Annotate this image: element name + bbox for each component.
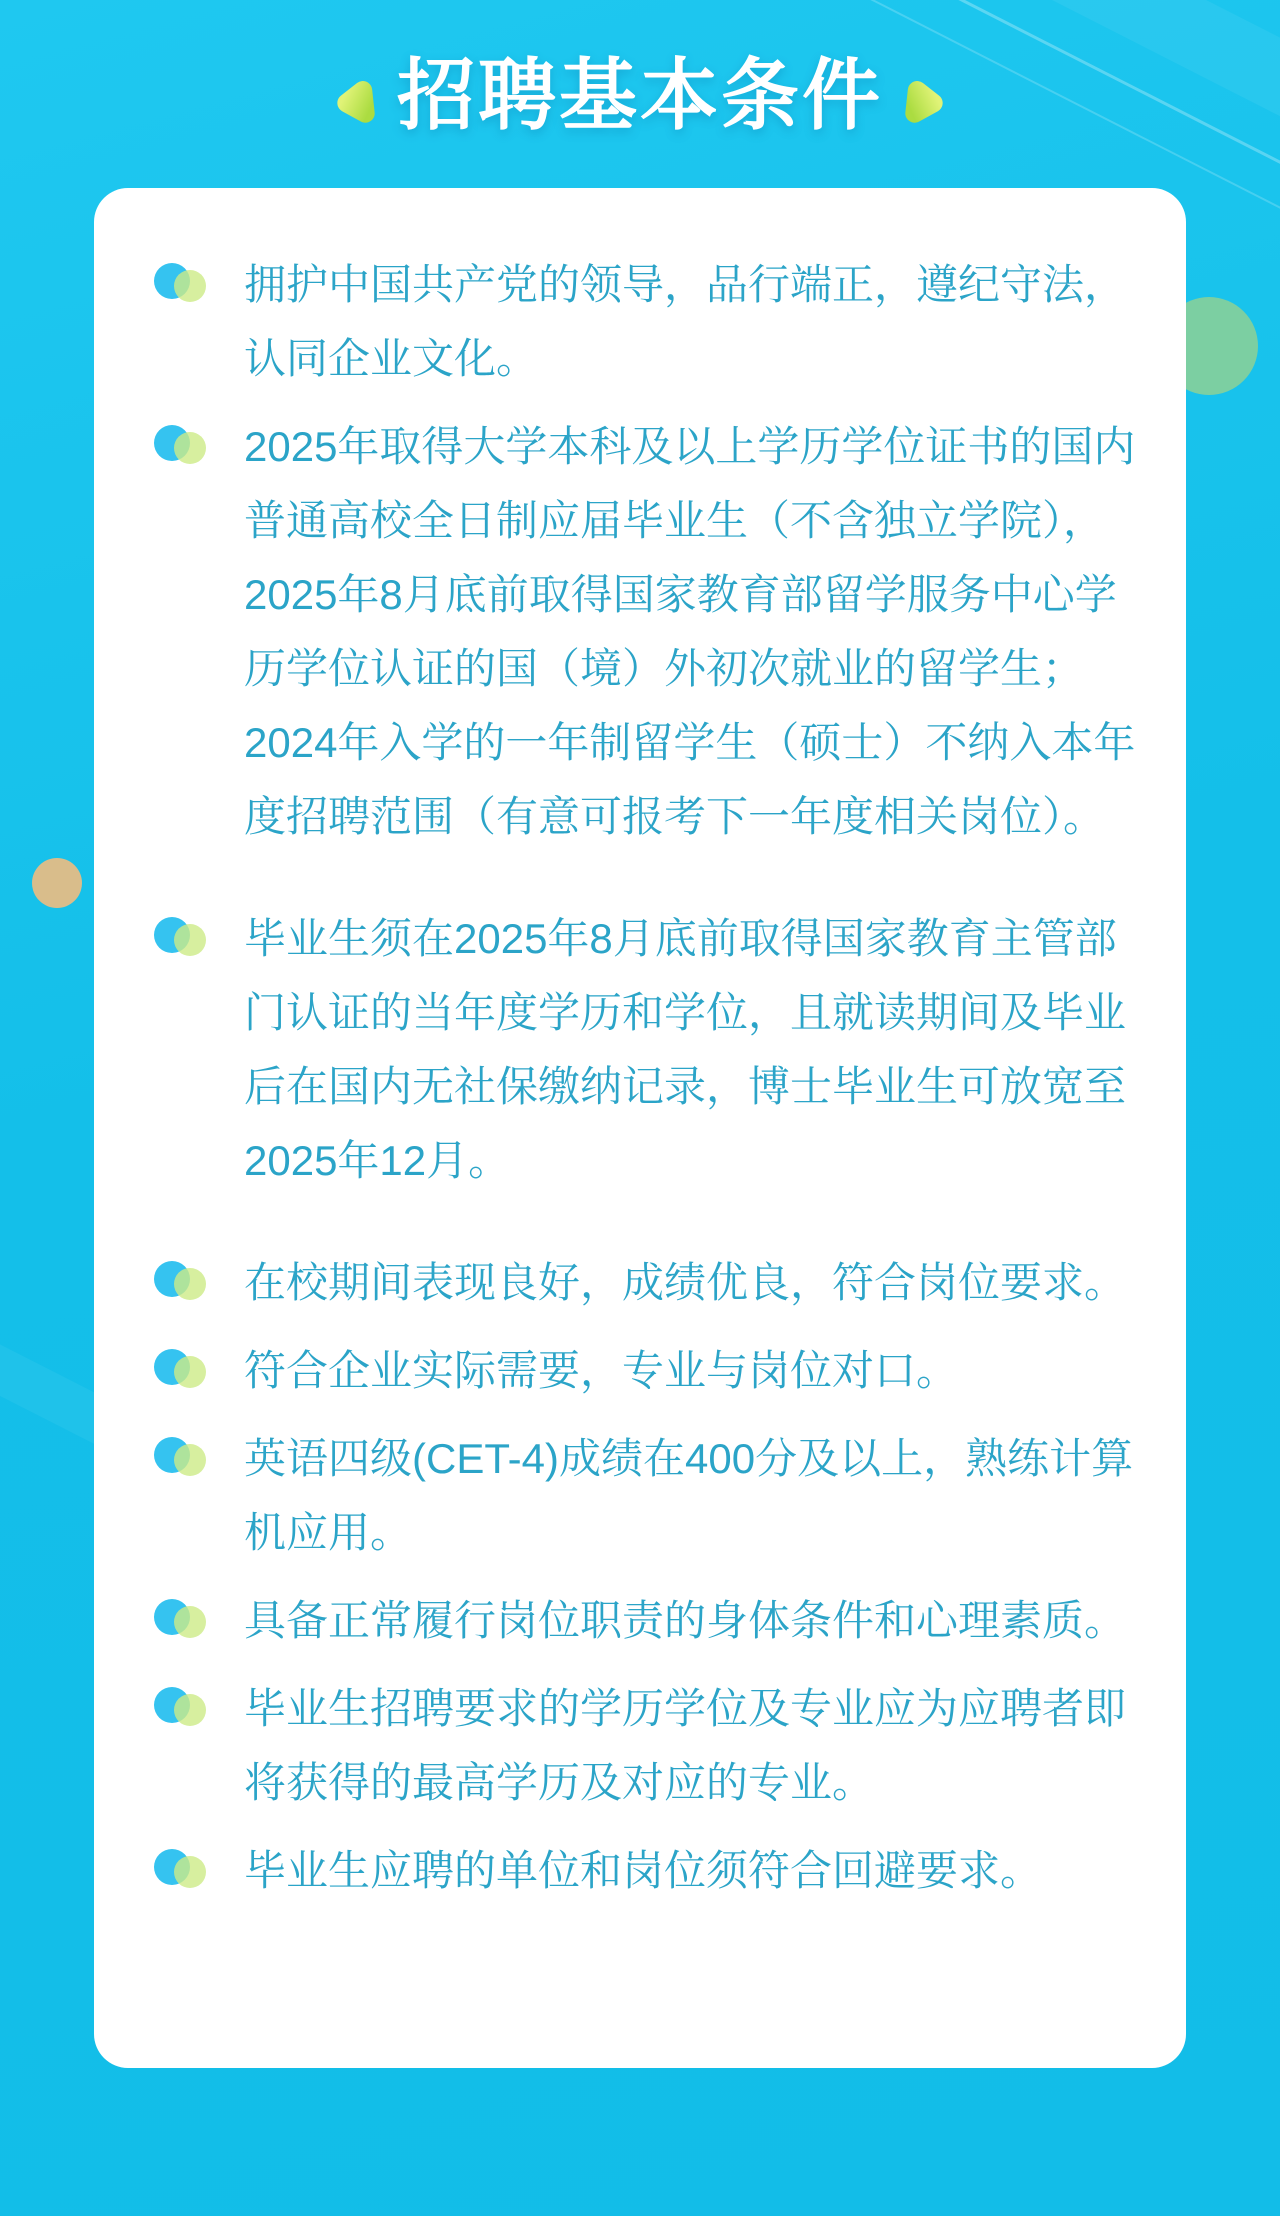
item-text: 毕业生应聘的单位和岗位须符合回避要求。 xyxy=(244,1847,1043,1894)
list-item xyxy=(154,1246,1136,1320)
item-text: 毕业生招聘要求的学历学位及专业应为应聘者即将获得的最高学历及对应的专业。 xyxy=(244,1685,1127,1806)
item-text: 符合企业实际需要，专业与岗位对口。 xyxy=(244,1347,959,1394)
list-item xyxy=(154,1672,1136,1820)
overlapping-circles-icon xyxy=(154,263,206,307)
list-item xyxy=(154,1584,1136,1658)
list-item xyxy=(154,1422,1136,1570)
page-title: 招聘基本条件 xyxy=(396,51,883,139)
list-item xyxy=(154,1834,1136,1908)
requirements-list xyxy=(154,248,1136,1908)
list-item xyxy=(154,1334,1136,1408)
overlapping-circles-icon xyxy=(154,1849,206,1893)
item-text: 2025年取得大学本科及以上学历学位证书的国内普通高校全日制应届毕业生（不含独立学院），2025年8月底前取得国家教育部留学服务中心学历学位认证的国（境）外初次就业的留学生；2024年入学的一年制留学生（硕士）不纳入本年度招聘范围（有意可报考下一年度相关岗位）。 xyxy=(244,423,1136,840)
requirements-card xyxy=(94,188,1186,2068)
item-text: 拥护中国共产党的领导，品行端正，遵纪守法，认同企业文化。 xyxy=(244,261,1127,382)
item-text: 在校期间表现良好，成绩优良，符合岗位要求。 xyxy=(244,1259,1127,1306)
tan-circle-decoration xyxy=(32,858,82,908)
leaf-pick-icon xyxy=(329,74,381,130)
overlapping-circles-icon xyxy=(154,1437,206,1481)
list-item xyxy=(154,902,1136,1198)
list-item xyxy=(154,410,1136,854)
item-text: 英语四级(CET-4)成绩在400分及以上，熟练计算机应用。 xyxy=(244,1435,1134,1556)
overlapping-circles-icon xyxy=(154,1261,206,1305)
overlapping-circles-icon xyxy=(154,1687,206,1731)
item-text: 具备正常履行岗位职责的身体条件和心理素质。 xyxy=(244,1597,1127,1644)
overlapping-circles-icon xyxy=(154,425,206,469)
list-item xyxy=(154,248,1136,396)
item-text: 毕业生须在2025年8月底前取得国家教育主管部门认证的当年度学历和学位，且就读期间及毕业后在国内无社保缴纳记录，博士毕业生可放宽至2025年12月。 xyxy=(244,915,1127,1184)
overlapping-circles-icon xyxy=(154,1599,206,1643)
leaf-pick-icon xyxy=(899,74,951,130)
title-row xyxy=(0,40,1280,150)
overlapping-circles-icon xyxy=(154,917,206,961)
overlapping-circles-icon xyxy=(154,1349,206,1393)
